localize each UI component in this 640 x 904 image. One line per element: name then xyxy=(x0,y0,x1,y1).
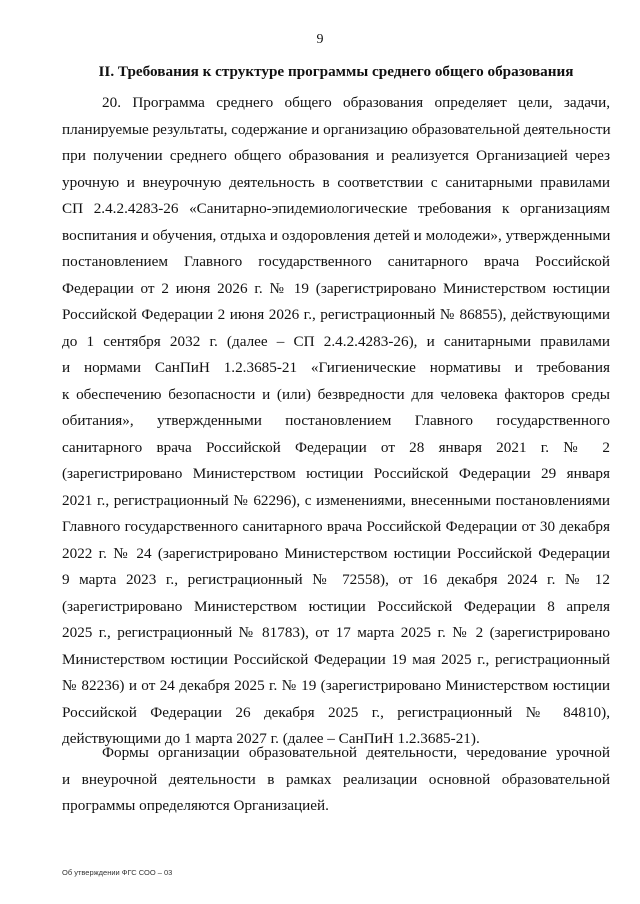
text-line: и нормами СанПиН 1.2.3685-21 «Гигиенические нормативы и требования xyxy=(62,359,610,376)
text-line: программы определяются Организацией. xyxy=(62,797,329,814)
text-line: Федерации от 2 июня 2026 г. № 19 (зарегистрировано Министерством юстиции xyxy=(62,279,610,297)
text-line: Формы организации образовательной деятельности, чередование урочной xyxy=(102,744,610,761)
page-number: 9 xyxy=(316,32,324,47)
text-line: (зарегистрировано Министерством юстиции Российской Федерации 8 апреля xyxy=(62,597,610,615)
text-line: воспитания и обучения, отдыха и оздоровления детей и молодежи», утвержденными xyxy=(62,226,611,244)
text-line: Российской Федерации 26 декабря 2025 г., регистрационный № 84810), xyxy=(62,703,610,721)
text-line: (зарегистрировано Министерством юстиции Российской Федерации 29 января xyxy=(62,465,610,482)
text-line: СП 2.4.2.4283-26 «Санитарно-эпидемиологические требования к организациям xyxy=(62,200,610,217)
text-line: обитания», утвержденными постановлением Главного государственного xyxy=(62,412,610,429)
text-line: Главного государственного санитарного врача Российской Федерации от 30 декабря xyxy=(62,518,610,535)
text-line: 2021 г., регистрационный № 62296), с изменениями, внесенными постановлениями xyxy=(62,491,610,509)
text-line: № 82236) и от 24 декабря 2025 г. № 19 (зарегистрировано Министерством юстиции xyxy=(62,677,610,694)
text-line: при получении среднего общего образования и реализуется Организацией через xyxy=(62,147,610,164)
text-line: Российской Федерации 2 июня 2026 г., регистрационный № 86855), действующими xyxy=(62,306,610,323)
text-line: планируемые результаты, содержание и организацию образовательной деятельности xyxy=(62,120,611,138)
text-line: 2022 г. № 24 (зарегистрировано Министерством юстиции Российской Федерации xyxy=(62,544,610,562)
section-heading: II. Требования к структуре программы среднего общего образования xyxy=(98,63,574,80)
text-line: 2025 г., регистрационный № 81783), от 17 марта 2025 г. № 2 (зарегистрировано xyxy=(62,624,610,641)
text-line: санитарного врача Российской Федерации от 28 января 2021 г. № 2 xyxy=(62,438,610,456)
text-line: 9 марта 2023 г., регистрационный № 72558), от 16 декабря 2024 г. № 12 xyxy=(62,571,610,588)
text-line: урочную и внеурочную деятельность в соответствии с санитарными правилами xyxy=(62,173,610,191)
text-line: к обеспечению безопасности и (или) безвредности для человека факторов среды xyxy=(62,385,610,403)
footer-document-title: Об утверждении ФГС СОО – 03 xyxy=(62,868,173,877)
text-line: и внеурочной деятельности в рамках реализации основной образовательной xyxy=(62,770,610,788)
text-line: постановлением Главного государственного санитарного врача Российской xyxy=(62,253,610,270)
text-line: действующими до 1 марта 2027 г. (далее – СанПиН 1.2.3685-21). xyxy=(62,730,480,747)
paragraph-20 xyxy=(62,90,610,753)
text-line: Министерством юстиции Российской Федерации 19 мая 2025 г., регистрационный xyxy=(62,650,610,668)
text-line: до 1 сентября 2032 г. (далее – СП 2.4.2.4283-26), и санитарными правилами xyxy=(62,332,610,350)
paragraph-forms xyxy=(62,740,610,820)
text-line: 20. Программа среднего общего образования определяет цели, задачи, xyxy=(102,94,610,111)
